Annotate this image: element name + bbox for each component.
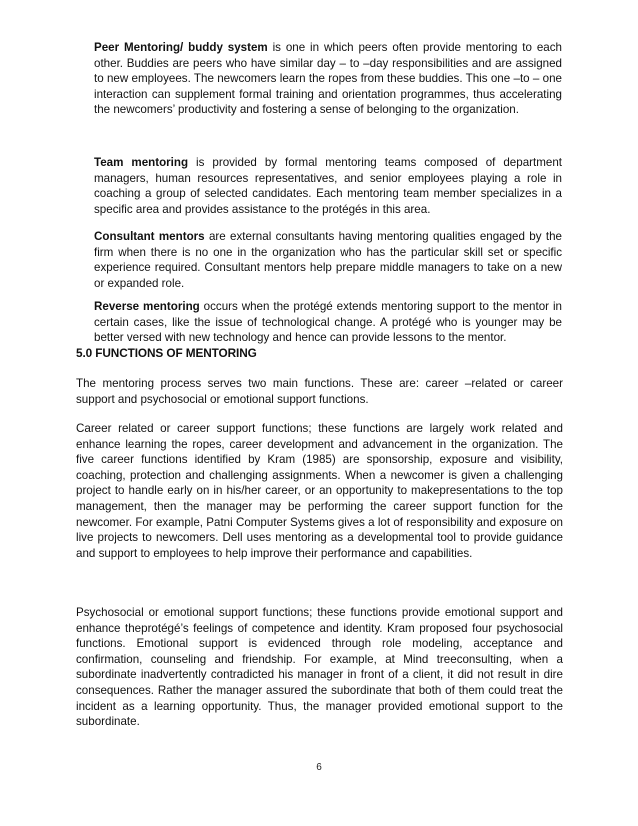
paragraph-peer-mentoring (94, 40, 562, 118)
paragraph-intro: The mentoring process serves two main functions. These are: career –related or career support and psychosocial or emotional support functions. (76, 377, 563, 406)
term-reverse-mentoring: Reverse mentoring (94, 300, 200, 313)
paragraph-team-mentoring (94, 155, 562, 217)
term-peer-mentoring: Peer Mentoring/ buddy system (94, 41, 268, 54)
consultant-mentors-text: are external consultants having mentoring qualities engaged by the firm when there is no one in the organization who has the particular skill set or specific experience required. Consultant mentors help prepare middle managers to take on a new or expanded role. (94, 230, 562, 290)
paragraph-consultant-mentors (94, 229, 562, 291)
paragraph-career-support: Career related or career support functions; these functions are largely work related and enhance learning the ropes, career development and advancement in the organization. The five career functions identified by Kram (1985) are sponsorship, exposure and visibility, coaching, protection and challenging assignments. When a newcomer is given a challenging project to handle early on in his/her career, or an opportunity to makepresentations to the top management, then the manager may be performing the career support function for the newcomer. For example, Patni Computer Systems gives a lot of responsibility and exposure on live projects to newcomers. Dell uses mentoring as a developmental tool to provide guidance and support to employees to help improve their performance and capabilities. (76, 422, 563, 560)
term-consultant-mentors: Consultant mentors (94, 230, 205, 243)
team-mentoring-text: is provided by formal mentoring teams composed of department managers, human resources representatives, and senior employees playing a role in coaching a group of selected candidates. Each mentoring team member specializes in a specific area and provides assistance to the protégés in this area. (94, 156, 562, 216)
paragraph-psychosocial-support: Psychosocial or emotional support functions; these functions provide emotional support and enhance theprotégé’s feelings of competence and identity. Kram proposed four psychosocial functions. Emotional support is evidenced through role modeling, acceptance and confirmation, counseling and friendship. For example, at Mind treeconsulting, when a subordinate inadvertently contradicted his manager in front of a client, it did not result in dire consequences. Rather the manager assured the subordinate that both of them could treat the incident as a learning opportunity. Thus, the manager provided emotional support to the subordinate. (76, 606, 563, 729)
section-heading: 5.0 FUNCTIONS OF MENTORING (76, 346, 257, 360)
page-number: 6 (316, 762, 322, 773)
term-team-mentoring: Team mentoring (94, 156, 189, 169)
reverse-mentoring-text: occurs when the protégé extends mentoring support to the mentor in certain cases, like the issue of technological change. A protégé who is younger may be better versed with new technology and hence can provide lessons to the mentor. (94, 300, 562, 345)
peer-mentoring-text: is one in which peers often provide mentoring to each other. Buddies are peers who have similar day – to –day responsibilities and are assigned to new employees. The newcomers learn the ropes from these buddies. This one –to – one interaction can supplement formal training and orientation programmes, thus accelerating the newcomers’ productivity and fostering a sense of belonging to the organization. (94, 41, 562, 117)
paragraph-reverse-mentoring (94, 299, 562, 346)
